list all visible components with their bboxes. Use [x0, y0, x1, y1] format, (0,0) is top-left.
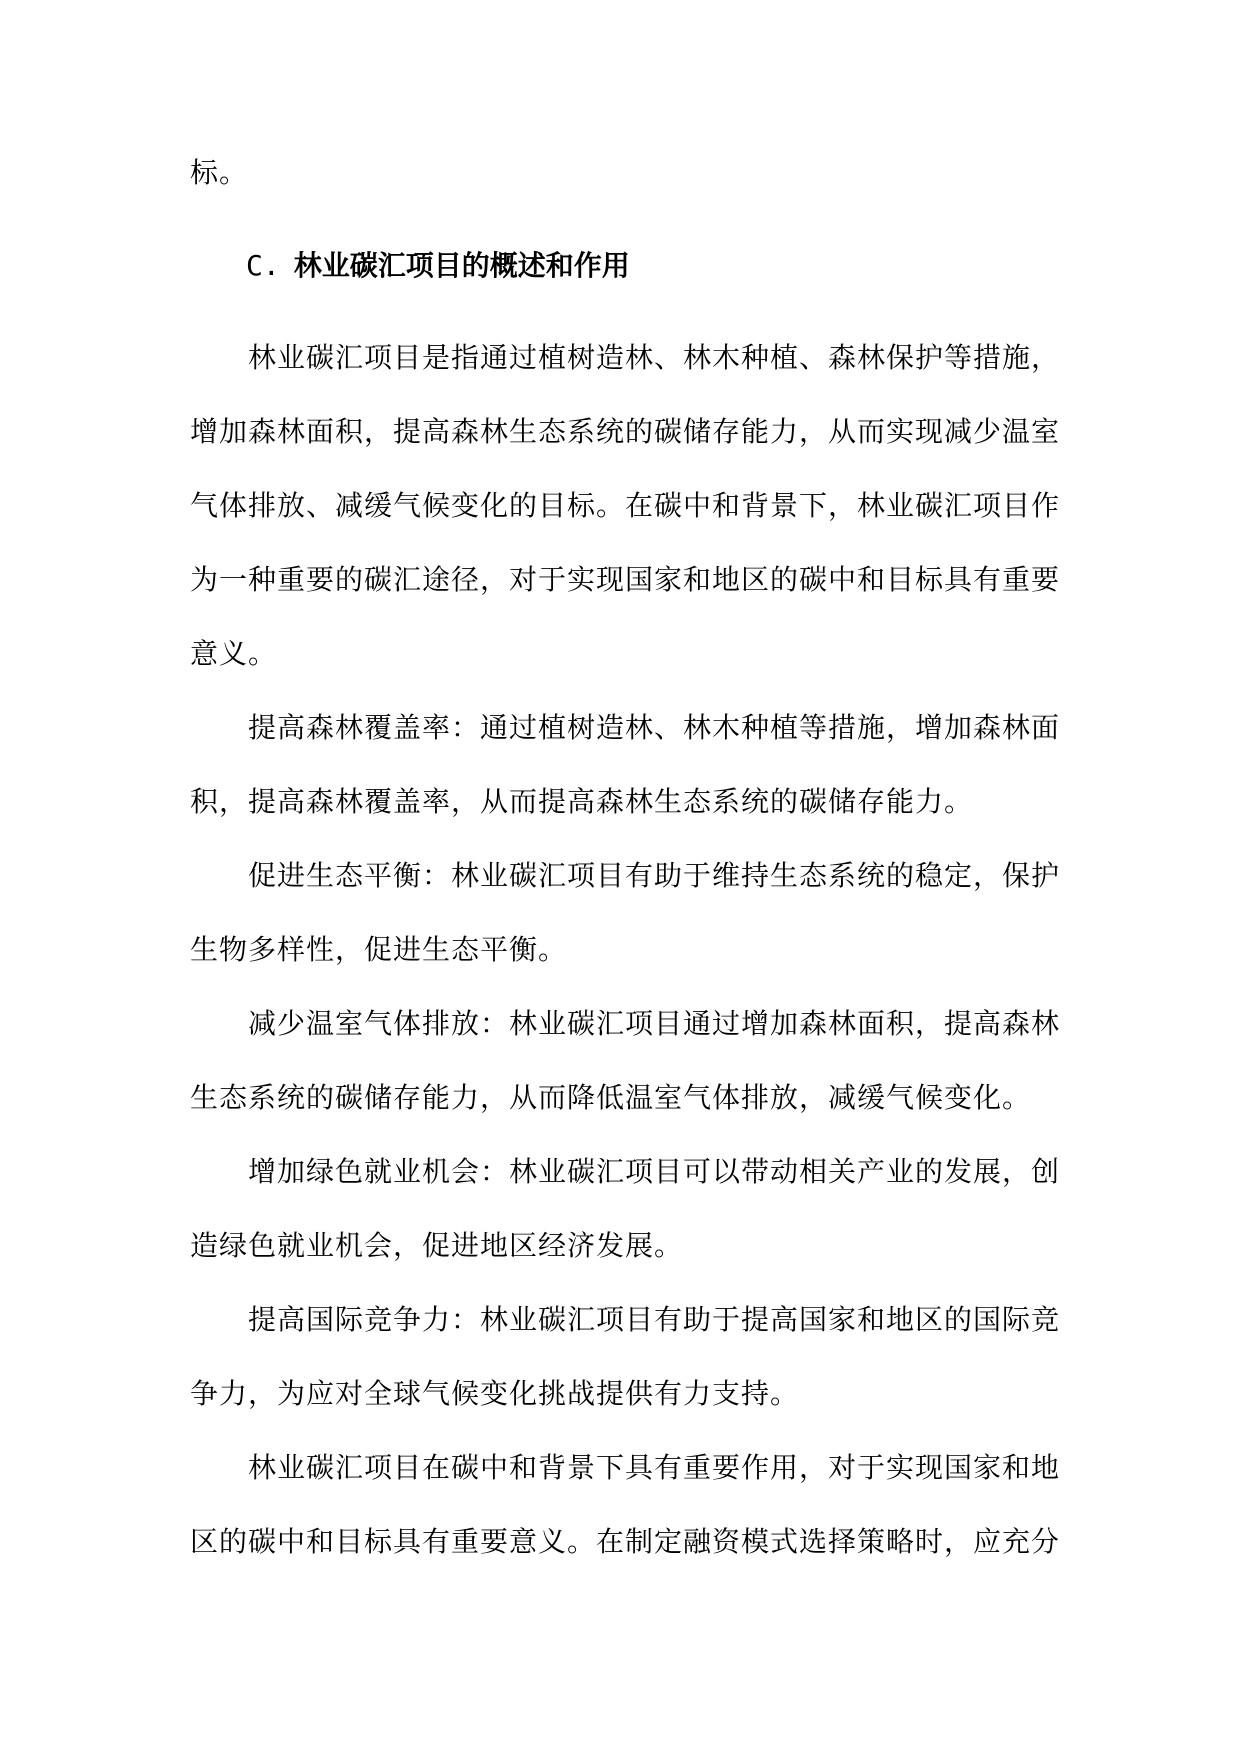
text-line: 区的碳中和目标具有重要意义。在制定融资模式选择策略时，应充分	[190, 1525, 1061, 1558]
section-heading	[246, 244, 630, 288]
text-line: 意义。	[190, 637, 278, 670]
text-line: 生态系统的碳储存能力，从而降低温室气体排放，减缓气候变化。	[190, 1081, 1032, 1114]
text-line: 标。	[190, 156, 249, 189]
text-line: 促进生态平衡：林业碳汇项目有助于维持生态系统的稳定，保护	[248, 859, 1061, 892]
text-line: 林业碳汇项目在碳中和背景下具有重要作用，对于实现国家和地	[248, 1451, 1061, 1484]
text-line: 造绿色就业机会，促进地区经济发展。	[190, 1229, 684, 1262]
text-line: 增加森林面积，提高森林生态系统的碳储存能力，从而实现减少温室	[190, 415, 1061, 448]
text-line: 为一种重要的碳汇途径，对于实现国家和地区的碳中和目标具有重要	[190, 563, 1061, 596]
text-line: 气体排放、减缓气候变化的目标。在碳中和背景下，林业碳汇项目作	[190, 489, 1061, 522]
paragraph	[190, 1135, 1060, 1283]
paragraph	[190, 839, 1060, 987]
paragraph	[190, 321, 1060, 691]
text-line: 增加绿色就业机会：林业碳汇项目可以带动相关产业的发展，创	[248, 1155, 1061, 1188]
paragraph	[190, 987, 1060, 1135]
text-line: 积，提高森林覆盖率，从而提高森林生态系统的碳储存能力。	[190, 785, 974, 818]
text-line: 林业碳汇项目是指通过植树造林、林木种植、森林保护等措施，	[248, 341, 1061, 374]
text-line: 提高森林覆盖率：通过植树造林、林木种植等措施，增加森林面	[248, 711, 1061, 744]
text-line: 减少温室气体排放：林业碳汇项目通过增加森林面积，提高森林	[248, 1007, 1061, 1040]
section-body	[190, 321, 1060, 1579]
text-line: 生物多样性，促进生态平衡。	[190, 933, 568, 966]
continued-text-fragment	[190, 136, 1060, 210]
paragraph	[190, 1431, 1060, 1579]
text-line: 争力，为应对全球气候变化挑战提供有力支持。	[190, 1377, 800, 1410]
section-title: 林业碳汇项目的概述和作用	[293, 249, 630, 282]
paragraph	[190, 691, 1060, 839]
text-line: 提高国际竞争力：林业碳汇项目有助于提高国家和地区的国际竞	[248, 1303, 1061, 1336]
section-marker: C.	[246, 249, 280, 282]
paragraph	[190, 1283, 1060, 1431]
